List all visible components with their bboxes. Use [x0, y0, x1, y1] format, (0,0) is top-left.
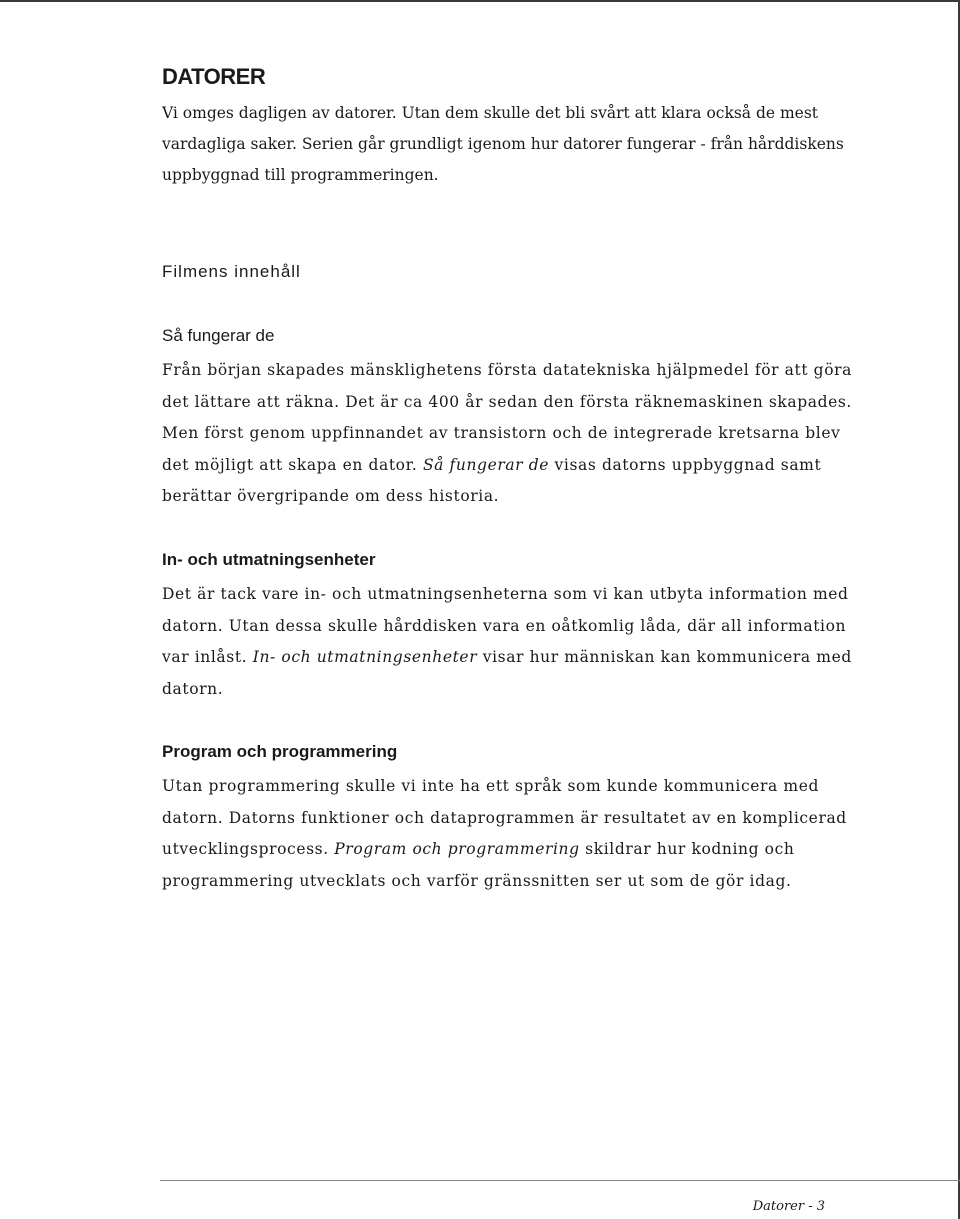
footer-divider [160, 1180, 960, 1181]
document-title: DATORER [162, 64, 266, 89]
section-text: visar hur människan kan kommunicera med datorn. [162, 648, 852, 698]
section-text: Från början skapades mänsklighetens första datatekniska hjälpmedel för att göra det lättare att räkna. Det är ca 400 år sedan den första räknemaskinen skapades. Men först genom uppfinnandet av transistorn och de integrerade kretsarna blev det möjligt att skapa en dator. [162, 361, 852, 474]
section-heading: Program och programmering [162, 742, 398, 761]
section-paragraph [162, 579, 852, 705]
section-text-italic: Program och programmering [334, 840, 580, 858]
intro-paragraph: Vi omges dagligen av datorer. Utan dem skulle det bli svårt att klara också de mest vardagliga saker. Serien går grundligt igenom hur datorer fungerar - från hårddiskens uppbyggnad till programmeringen. [162, 104, 844, 184]
section-text: Det är tack vare in- och utmatningsenheterna som vi kan utbyta information med datorn. Utan dessa skulle hårddisken vara en oåtkomlig låda, där all information var inlåst. [162, 585, 849, 666]
section-text: skildrar hur kodning och programmering utvecklats och varför gränssnitten ser ut som de gör idag. [162, 840, 795, 890]
section-text: visas datorns uppbyggnad samt berättar övergripande om dess historia. [162, 455, 822, 505]
section-text-italic: Så fungerar de [422, 455, 550, 474]
contents-heading: Filmens innehåll [162, 262, 301, 281]
section-paragraph [162, 355, 862, 513]
page-top-border [0, 0, 960, 2]
section-text: Utan programmering skulle vi inte ha ett språk som kunde kommunicera med datorn. Datorns funktioner och dataprogrammen är resultatet av en komplicerad utvecklingsprocess. [162, 777, 847, 858]
section-heading: Så fungerar de [162, 326, 275, 345]
section-text-italic: In- och utmatningsenheter [252, 648, 478, 666]
section-heading: In- och utmatningsenheter [162, 550, 376, 569]
section-paragraph [162, 771, 852, 897]
page-footer-label: Datorer - 3 [752, 1199, 825, 1214]
